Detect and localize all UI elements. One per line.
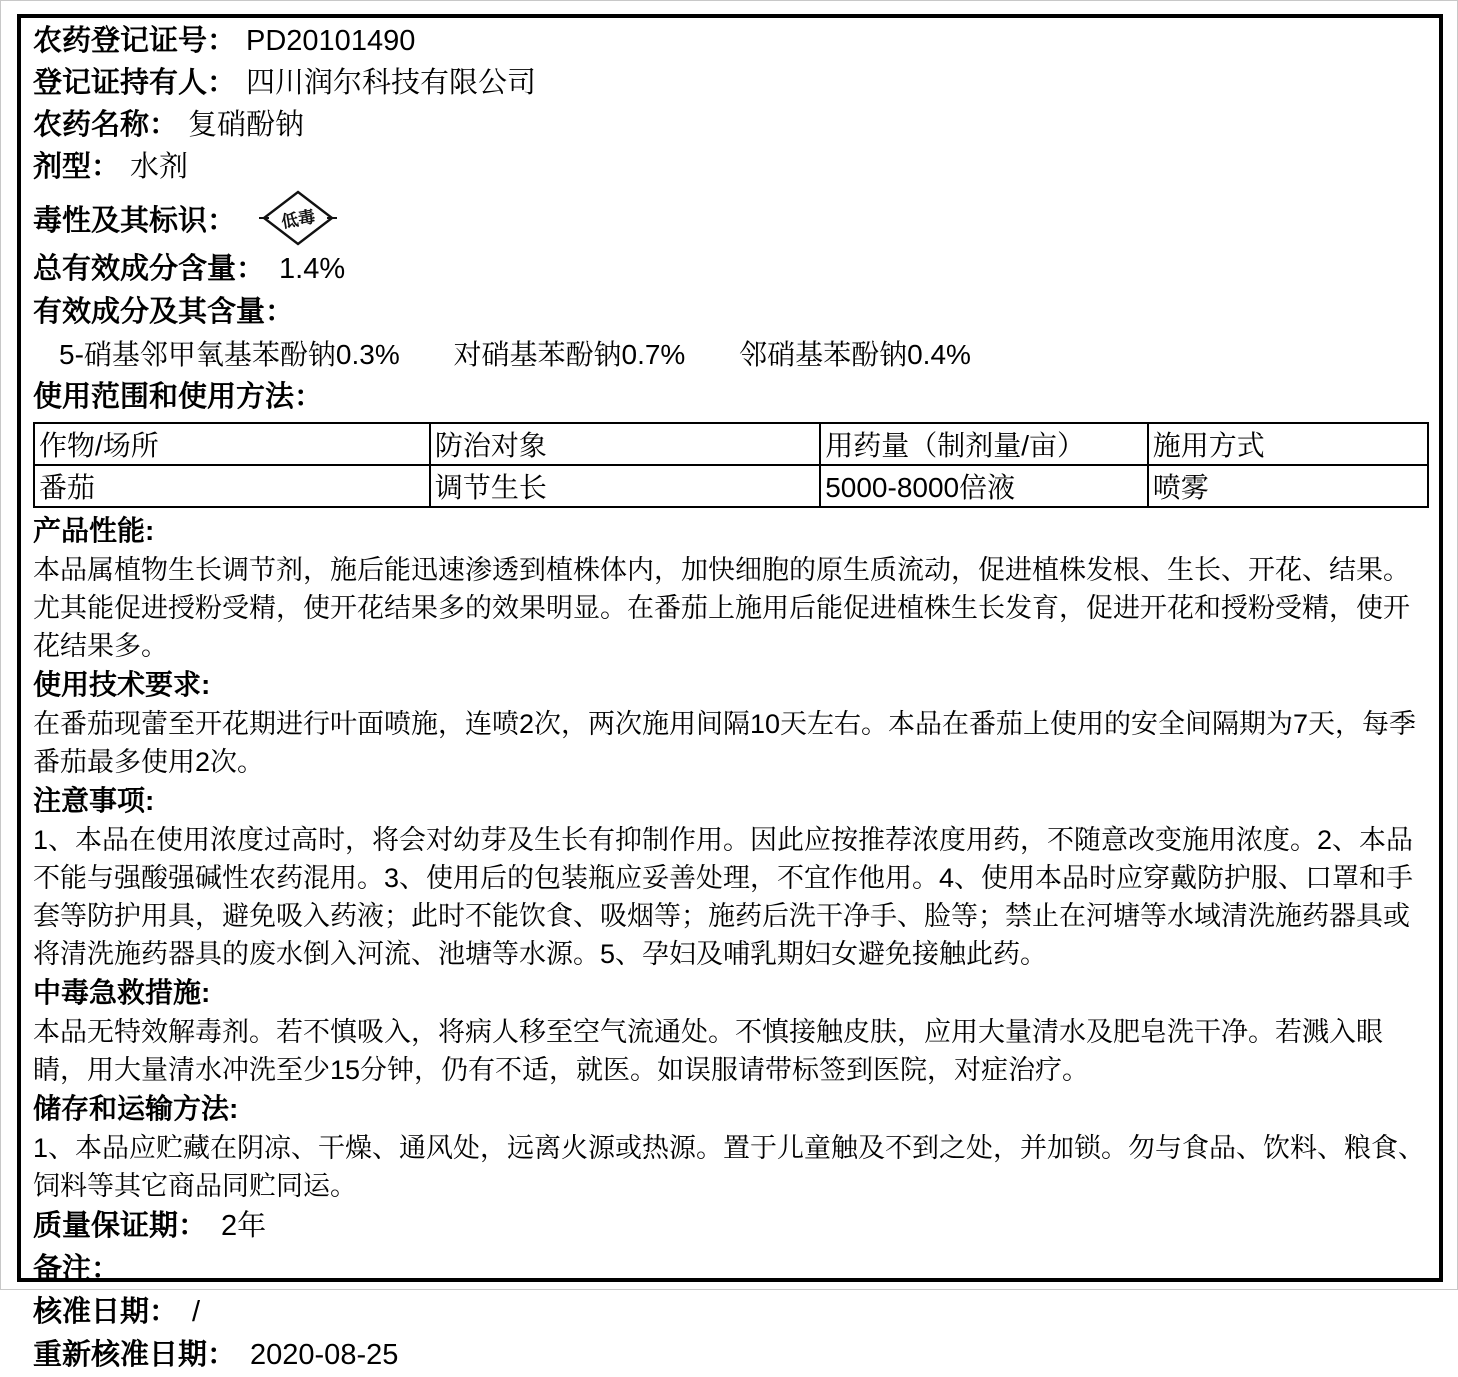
header-crop-site: 作物/场所 — [34, 423, 430, 465]
field-total-active — [33, 248, 1429, 291]
remarks-label: 备注： — [33, 1253, 121, 1285]
usage-table-data-row — [34, 465, 1428, 507]
quality-guarantee-label: 质量保证期： — [33, 1210, 208, 1242]
section-body: 本品属植物生长调节剂，施后能迅速渗透到植株体内，加快细胞的原生质流动，促进植株发根、生长、开花、结果。尤其能促进授粉受精，使开花结果多的效果明显。在番茄上施用后能促进植株生长发育，促进开花和授粉受精，使开花结果多。 — [33, 555, 1410, 661]
registration-number-value: PD20101490 — [246, 25, 416, 57]
cell-control-target: 调节生长 — [430, 465, 820, 507]
section-technical-requirements — [33, 665, 1429, 781]
low-toxicity-text: 低毒 — [279, 207, 317, 232]
usage-table-title: 使用范围和使用方法： — [33, 381, 324, 413]
header-control-target: 防治对象 — [430, 423, 820, 465]
pesticide-name-label: 农药名称： — [33, 109, 179, 141]
certificate-holder-label: 登记证持有人： — [33, 67, 237, 99]
formulation-value: 水剂 — [130, 151, 189, 183]
approval-date-label: 核准日期： — [33, 1296, 179, 1328]
ingredients-line — [33, 334, 1429, 376]
approval-date-value: / — [192, 1296, 201, 1328]
certificate-holder-value: 四川润尔科技有限公司 — [246, 67, 537, 99]
section-title: 储存和运输方法: — [33, 1093, 239, 1124]
header-dosage: 用药量（制剂量/亩） — [820, 423, 1148, 465]
total-active-value: 1.4% — [279, 253, 346, 285]
low-toxicity-diamond-icon — [258, 189, 338, 247]
ingredient-item: 邻硝基苯酚钠0.4% — [739, 339, 971, 370]
field-registration-number — [33, 20, 1429, 62]
field-pesticide-name — [33, 104, 1429, 146]
field-formulation — [33, 146, 1429, 188]
field-toxicity — [33, 188, 1429, 248]
header-application-method: 施用方式 — [1148, 423, 1428, 465]
section-body: 1、本品应贮藏在阴凉、干燥、通风处，远离火源或热源。置于儿童触及不到之处，并加锁。勿与食品、饮料、粮食、饲料等其它商品同贮同运。 — [33, 1133, 1426, 1201]
section-product-performance — [33, 511, 1429, 665]
toxicity-label: 毒性及其标识： — [33, 204, 237, 237]
section-body: 本品无特效解毒剂。若不慎吸入，将病人移至空气流通处。不慎接触皮肤，应用大量清水及肥皂洗干净。若溅入眼睛，用大量清水冲洗至少15分钟，仍有不适，就医。如误服请带标签到医院，对症治疗。 — [33, 1017, 1383, 1085]
section-body: 1、本品在使用浓度过高时，将会对幼芽及生长有抑制作用。因此应按推荐浓度用药，不随意改变施用浓度。2、本品不能与强酸强碱性农药混用。3、使用后的包装瓶应妥善处理，不宜作他用。4、使用本品时应穿戴防护服、口罩和手套等防护用具，避免吸入药液；此时不能饮食、吸烟等；施药后洗干净手、脸等；禁止在河塘等水域清洗施药器具或将清洗施药器具的废水倒入河流、池塘等水源。5、孕妇及哺乳期妇女避免接触此药。 — [33, 825, 1414, 969]
ingredients-heading: 有效成分及其含量： — [33, 296, 295, 328]
cell-application-method: 喷雾 — [1148, 465, 1428, 507]
reapproval-date-value: 2020-08-25 — [250, 1339, 399, 1371]
reapproval-date-label: 重新核准日期： — [33, 1339, 237, 1371]
section-title: 中毒急救措施: — [33, 977, 211, 1008]
field-approval-date — [33, 1291, 1429, 1334]
ingredient-item: 5-硝基邻甲氧基苯酚钠0.3% — [59, 339, 400, 370]
section-body: 在番茄现蕾至开花期进行叶面喷施，连喷2次，两次施用间隔10天左右。本品在番茄上使用的安全间隔期为7天，每季番茄最多使用2次。 — [33, 709, 1417, 777]
quality-guarantee-value: 2年 — [221, 1210, 267, 1242]
section-first-aid — [33, 973, 1429, 1089]
cell-dosage: 5000-8000倍液 — [820, 465, 1148, 507]
field-quality-guarantee — [33, 1205, 1429, 1248]
field-reapproval-date — [33, 1334, 1429, 1377]
section-precautions — [33, 781, 1429, 973]
field-certificate-holder — [33, 62, 1429, 104]
formulation-label: 剂型： — [33, 151, 121, 183]
section-storage-transport — [33, 1089, 1429, 1205]
document-frame — [17, 14, 1443, 1371]
section-title: 使用技术要求: — [33, 669, 211, 700]
section-title: 产品性能: — [33, 515, 155, 546]
total-active-label: 总有效成分含量： — [33, 253, 266, 285]
field-remarks — [33, 1248, 1429, 1291]
usage-table-header-row — [34, 423, 1428, 465]
section-title: 注意事项: — [33, 785, 155, 816]
cell-crop-site: 番茄 — [34, 465, 430, 507]
ingredient-item: 对硝基苯酚钠0.7% — [453, 339, 686, 370]
usage-table — [33, 422, 1429, 508]
registration-number-label: 农药登记证号： — [33, 25, 237, 57]
pesticide-name-value: 复硝酚钠 — [188, 109, 305, 141]
